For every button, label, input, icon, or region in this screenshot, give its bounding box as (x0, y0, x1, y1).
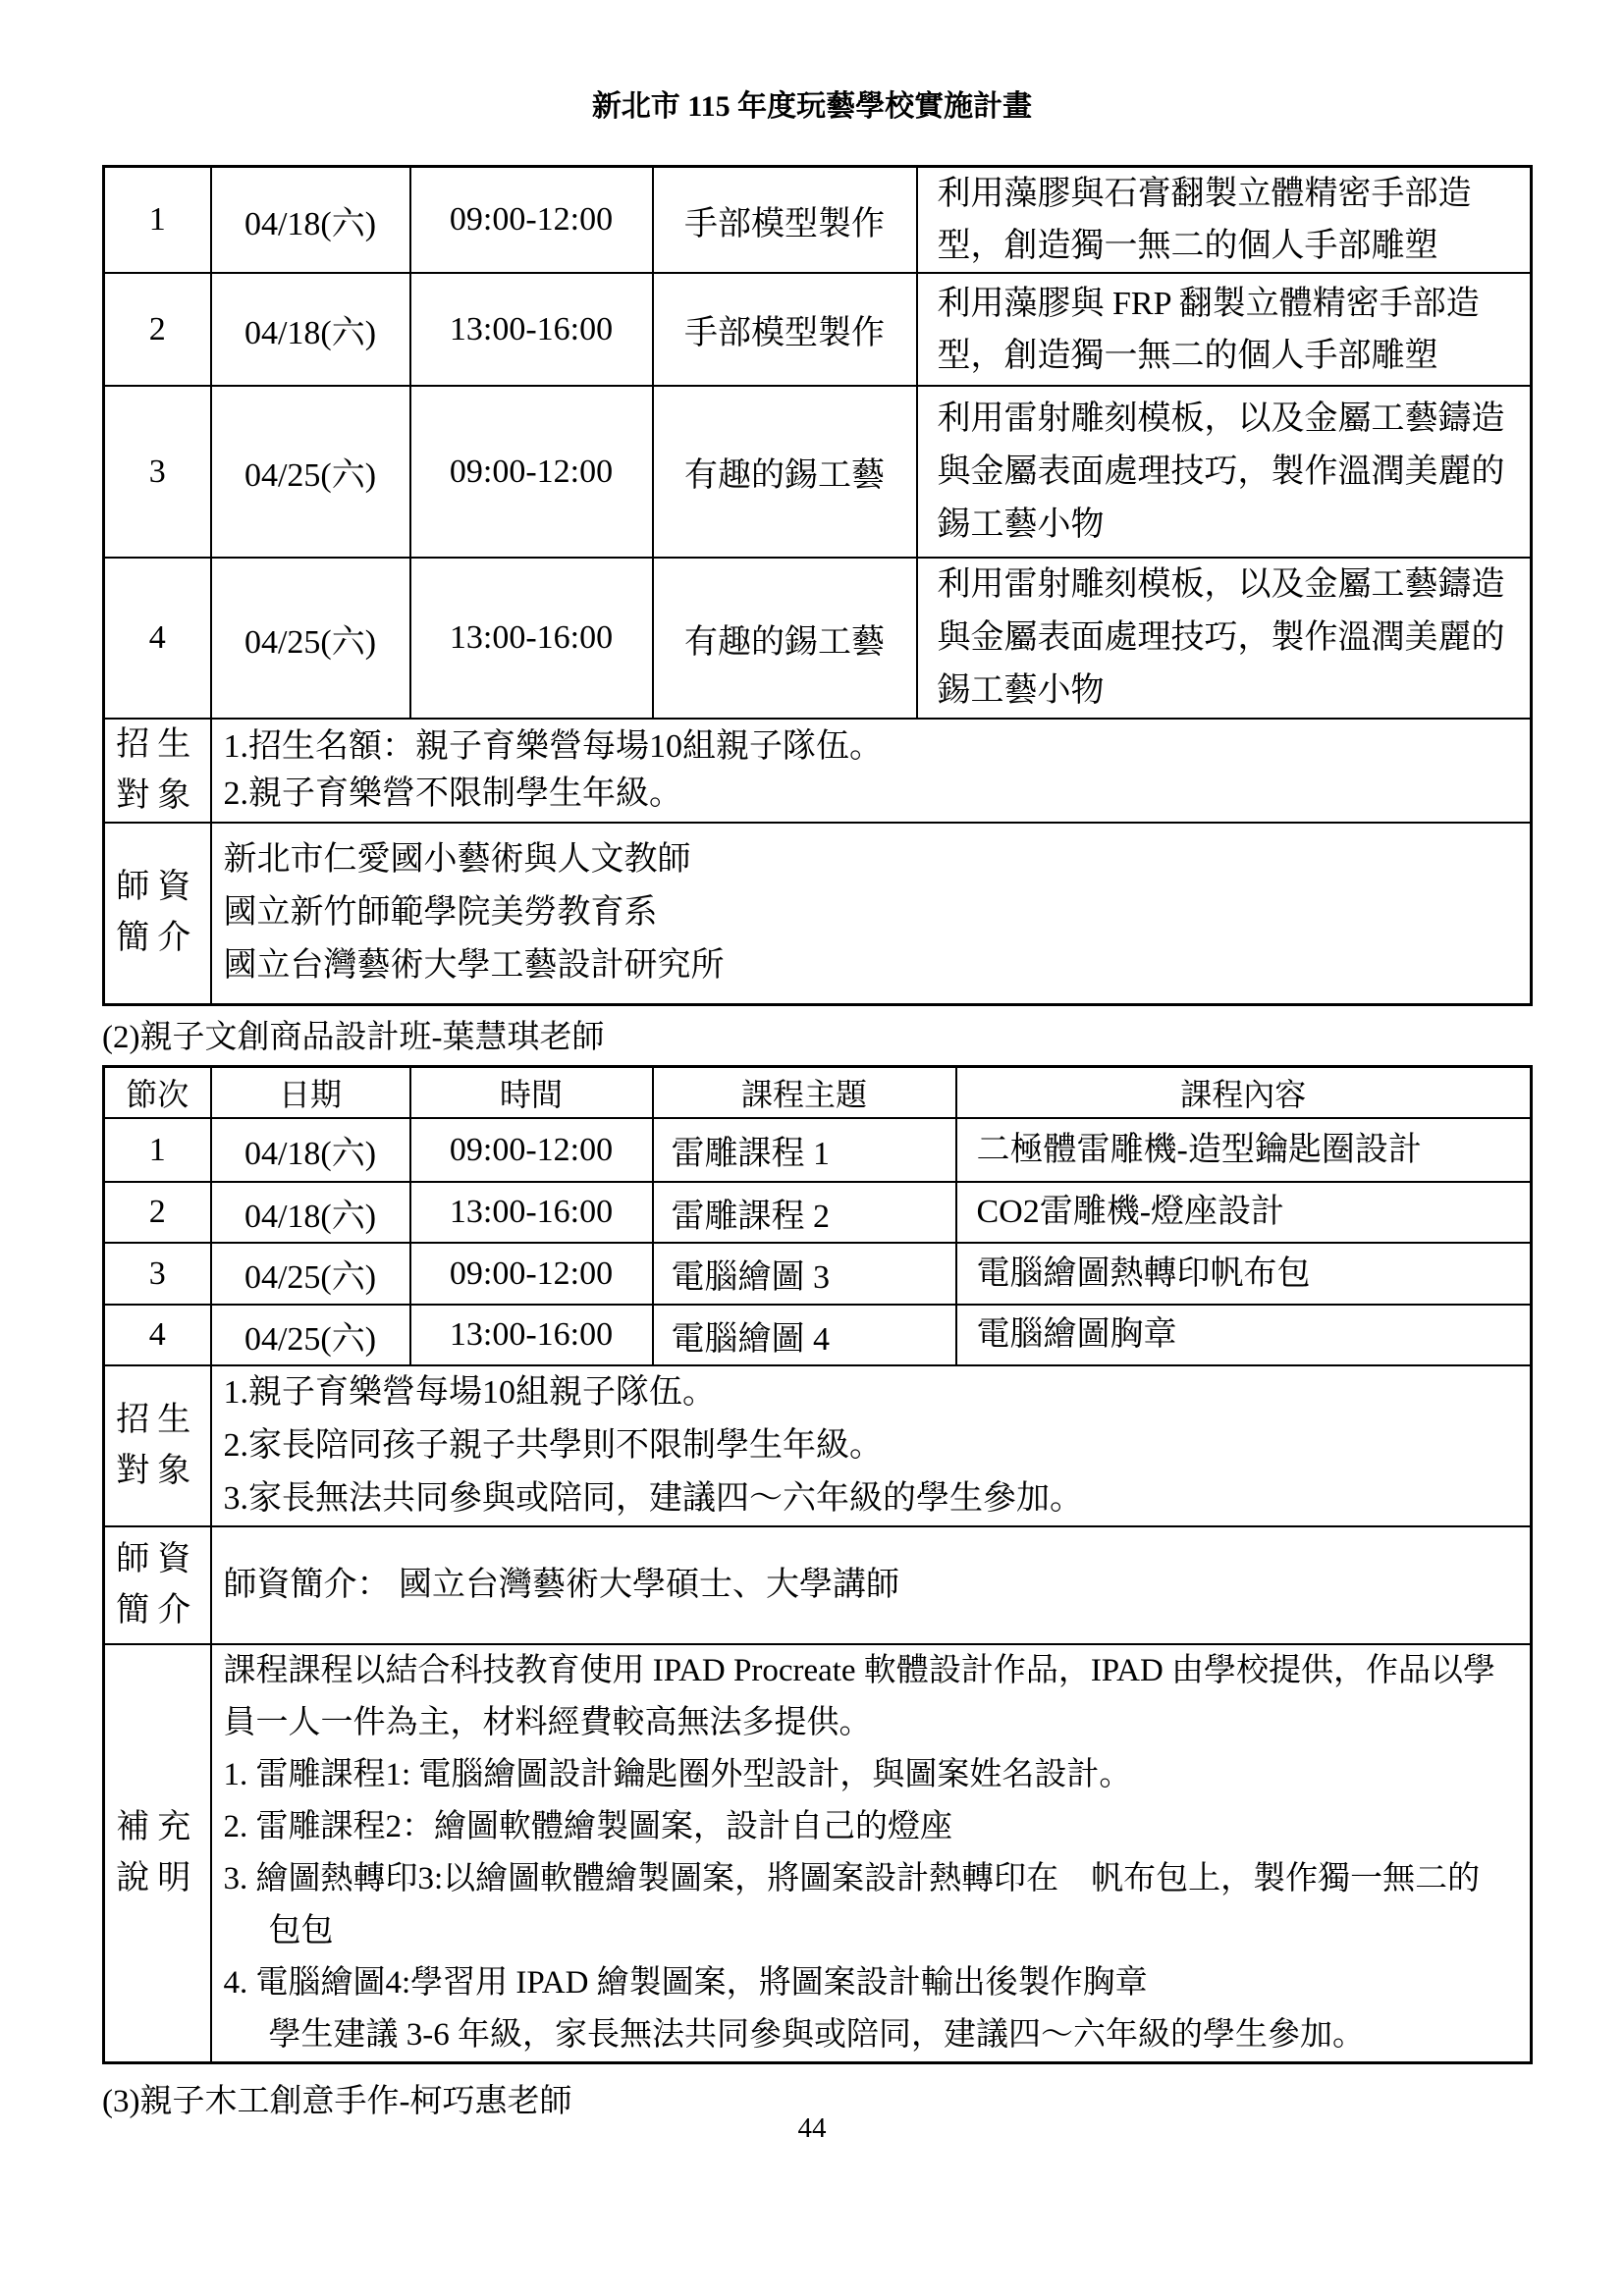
notes-line: 包包 (268, 1913, 334, 1949)
recruit-row (104, 1365, 1532, 1526)
time-cell: 13:00-16:00 (410, 1305, 653, 1365)
topic-cell: 有趣的錫工藝 (653, 386, 917, 558)
course-content-cell (917, 386, 1532, 558)
course-row (104, 1305, 1532, 1365)
course-content-cell (956, 1118, 1532, 1182)
topic-cell: 雷雕課程 1 (653, 1118, 956, 1182)
notes-content (211, 1644, 1532, 2063)
section-2-heading: (2)親子文創商品設計班-葉慧琪老師 (102, 1019, 605, 1055)
course-row (104, 167, 1532, 274)
page-title: 新北市 115 年度玩藝學校實施計畫 (591, 90, 1033, 123)
date-cell: 04/25(六) (211, 386, 410, 558)
recruit-content (211, 719, 1532, 823)
course-row (104, 558, 1532, 719)
teacher-row (104, 823, 1532, 1004)
content-line: CO2雷雕機-燈座設計 (976, 1194, 1285, 1230)
session-cell: 4 (104, 558, 211, 719)
time-cell: 13:00-16:00 (410, 273, 653, 386)
date-cell: 04/25(六) (211, 1243, 410, 1305)
label-line: 補充 (116, 1809, 199, 1845)
recruit-line: 2.家長陪同孩子親子共學則不限制學生年級。 (223, 1427, 883, 1464)
content-line: 與金屬表面處理技巧，製作溫潤美麗的 (937, 453, 1505, 490)
column-header-time: 時間 (410, 1066, 653, 1118)
time-cell: 13:00-16:00 (410, 558, 653, 719)
label-line: 對象 (116, 777, 199, 814)
teacher-line: 師資簡介： 國立台灣藝術大學碩士、大學講師 (223, 1567, 899, 1603)
notes-line: 1. 雷雕課程1: 電腦繪圖設計鑰匙圈外型設計，與圖案姓名設計。 (223, 1757, 1132, 1792)
label-line: 招生 (116, 726, 199, 763)
time-cell: 09:00-12:00 (410, 1243, 653, 1305)
teacher-row (104, 1526, 1532, 1644)
notes-line: 員一人一件為主，材料經費較高無法多提供。 (223, 1705, 872, 1740)
date-cell: 04/18(六) (211, 167, 410, 274)
recruit-content (211, 1365, 1532, 1526)
topic-cell: 手部模型製作 (653, 167, 917, 274)
course-row (104, 1182, 1532, 1243)
teacher-line: 國立台灣藝術大學工藝設計研究所 (223, 947, 725, 985)
course-table-1 (102, 165, 1533, 1006)
label-line: 師資 (116, 869, 199, 906)
date-cell: 04/18(六) (211, 273, 410, 386)
recruit-line: 2.親子育樂營不限制學生年級。 (223, 775, 682, 812)
table-header-row (104, 1066, 1532, 1118)
topic-cell: 電腦繪圖 3 (653, 1243, 956, 1305)
label-line: 師資 (116, 1541, 199, 1577)
recruit-label (104, 1365, 211, 1526)
content-line: 利用雷射雕刻模板，以及金屬工藝鑄造 (937, 400, 1505, 437)
content-line: 錫工藝小物 (937, 672, 1105, 709)
time-cell: 09:00-12:00 (410, 1118, 653, 1182)
course-content-cell (917, 273, 1532, 386)
course-row (104, 1243, 1532, 1305)
course-content-cell (956, 1243, 1532, 1305)
column-header-date: 日期 (211, 1066, 410, 1118)
session-cell: 1 (104, 167, 211, 274)
course-row (104, 1118, 1532, 1182)
recruit-line: 1.親子育樂營每場10組親子隊伍。 (223, 1374, 716, 1411)
notes-row (104, 1644, 1532, 2063)
notes-line: 4. 電腦繪圖4:學習用 IPAD 繪製圖案，將圖案設計輸出後製作胸章 (223, 1965, 1148, 2001)
course-table-2 (102, 1065, 1533, 2065)
teacher-label (104, 1526, 211, 1644)
course-content-cell (917, 558, 1532, 719)
course-content-cell (917, 167, 1532, 274)
column-header-topic: 課程主題 (653, 1066, 956, 1118)
label-line: 簡介 (116, 920, 199, 957)
teacher-line: 國立新竹師範學院美勞教育系 (223, 894, 658, 932)
content-line: 利用藻膠與石膏翻製立體精密手部造 (937, 176, 1472, 212)
course-row (104, 273, 1532, 386)
date-cell: 04/18(六) (211, 1118, 410, 1182)
label-line: 對象 (116, 1453, 199, 1489)
content-line: 電腦繪圖熱轉印帆布包 (976, 1255, 1311, 1292)
page-number: 44 (797, 2112, 827, 2144)
content-line: 錫工藝小物 (937, 506, 1105, 543)
notes-line: 3. 繪圖熱轉印3:以繪圖軟體繪製圖案，將圖案設計熱轉印在 帆布包上，製作獨一無二的 (223, 1861, 1481, 1896)
session-cell: 2 (104, 273, 211, 386)
course-content-cell (956, 1305, 1532, 1365)
session-cell: 2 (104, 1182, 211, 1243)
topic-cell: 手部模型製作 (653, 273, 917, 386)
date-cell: 04/25(六) (211, 558, 410, 719)
topic-cell: 雷雕課程 2 (653, 1182, 956, 1243)
session-cell: 3 (104, 1243, 211, 1305)
content-line: 二極體雷雕機-造型鑰匙圈設計 (976, 1131, 1422, 1168)
teacher-label (104, 823, 211, 1004)
notes-line: 2. 雷雕課程2：繪圖軟體繪製圖案，設計自己的燈座 (223, 1809, 952, 1844)
topic-cell: 電腦繪圖 4 (653, 1305, 956, 1365)
notes-line: 課程課程以結合科技教育使用 IPAD Procreate 軟體設計作品，IPAD 由學校提供，作品以學 (223, 1653, 1496, 1688)
course-row (104, 386, 1532, 558)
content-line: 型，創造獨一無二的個人手部雕塑 (937, 337, 1438, 374)
label-line: 簡介 (116, 1592, 199, 1629)
label-line: 說明 (116, 1860, 199, 1896)
content-line: 電腦繪圖胸章 (976, 1316, 1177, 1353)
time-cell: 09:00-12:00 (410, 386, 653, 558)
date-cell: 04/18(六) (211, 1182, 410, 1243)
course-content-cell (956, 1182, 1532, 1243)
recruit-label (104, 719, 211, 823)
session-cell: 3 (104, 386, 211, 558)
column-header-session: 節次 (104, 1066, 211, 1118)
section-3-heading: (3)親子木工創意手作-柯巧惠老師 (102, 2084, 572, 2119)
content-line: 型，創造獨一無二的個人手部雕塑 (937, 228, 1438, 264)
topic-cell: 有趣的錫工藝 (653, 558, 917, 719)
content-line: 利用雷射雕刻模板，以及金屬工藝鑄造 (937, 566, 1505, 603)
column-header-content: 課程內容 (956, 1066, 1532, 1118)
session-cell: 1 (104, 1118, 211, 1182)
notes-label (104, 1644, 211, 2063)
content-line: 利用藻膠與 FRP 翻製立體精密手部造 (937, 285, 1480, 322)
teacher-content (211, 823, 1532, 1004)
session-cell: 4 (104, 1305, 211, 1365)
label-line: 招生 (116, 1402, 199, 1438)
time-cell: 09:00-12:00 (410, 167, 653, 274)
recruit-line: 3.家長無法共同參與或陪同，建議四～六年級的學生參加。 (223, 1480, 1083, 1517)
teacher-content (211, 1526, 1532, 1644)
teacher-line: 新北市仁愛國小藝術與人文教師 (223, 841, 691, 879)
date-cell: 04/25(六) (211, 1305, 410, 1365)
content-line: 與金屬表面處理技巧，製作溫潤美麗的 (937, 619, 1505, 656)
recruit-row (104, 719, 1532, 823)
recruit-line: 1.招生名額：親子育樂營每場10組親子隊伍。 (223, 728, 883, 765)
time-cell: 13:00-16:00 (410, 1182, 653, 1243)
notes-line: 學生建議 3-6 年級，家長無法共同參與或陪同，建議四～六年級的學生參加。 (268, 2017, 1365, 2053)
